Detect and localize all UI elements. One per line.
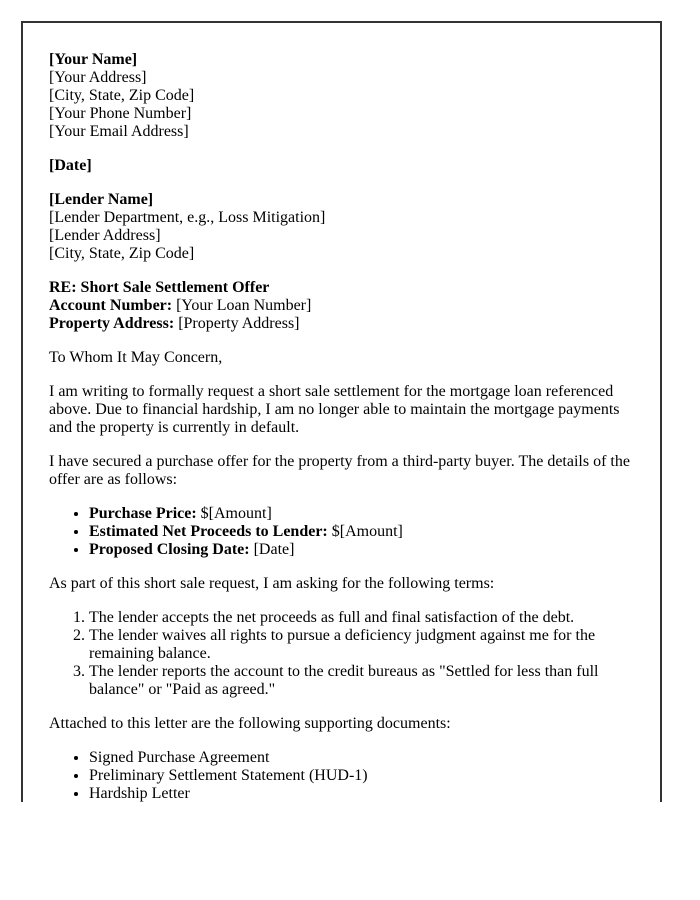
terms-list <box>49 609 634 699</box>
sender-address: [Your Address] <box>49 69 147 86</box>
offer-detail-label: Purchase Price: <box>89 505 197 522</box>
sender-name: [Your Name] <box>49 51 138 68</box>
attachment-item: • Preliminary Settlement Statement (HUD-1) <box>89 767 634 785</box>
paragraph-offer: I have secured a purchase offer for the property from a third-party buyer. The details of the offer are as follows: <box>49 453 630 488</box>
sender-address-block <box>49 51 634 141</box>
date-line <box>49 157 634 175</box>
lender-address-block <box>49 191 634 263</box>
account-number-label: Account Number: <box>49 297 173 314</box>
offer-detail-value: $[Amount] <box>327 523 403 540</box>
attachment-item: • Signed Purchase Agreement <box>89 749 634 767</box>
terms-item: 1. The lender accepts the net proceeds as full and final satisfaction of the debt. <box>89 609 634 627</box>
lender-address: [Lender Address] <box>49 227 161 244</box>
offer-details-list <box>49 505 634 559</box>
attachment-item: • Hardship Letter <box>89 785 634 802</box>
offer-detail-label: Estimated Net Proceeds to Lender: <box>89 523 328 540</box>
paragraph-terms-intro: As part of this short sale request, I am asking for the following terms: <box>49 575 495 592</box>
terms-item: 3. The lender reports the account to the credit bureaus as "Settled for less than full balance" or "Paid as agreed." <box>89 663 634 699</box>
account-number-value: [Your Loan Number] <box>172 297 312 314</box>
paragraph-intro: I am writing to formally request a short sale settlement for the mortgage loan referenced above. Due to financial hardship, I am no longer able to maintain the mortgage payments and the property is currently in default. <box>49 383 620 436</box>
offer-detail-value: $[Amount] <box>196 505 272 522</box>
property-address-value: [Property Address] <box>174 315 300 332</box>
subject-block <box>49 279 634 333</box>
offer-detail-label: Proposed Closing Date: <box>89 541 250 558</box>
salutation: To Whom It May Concern, <box>49 349 223 366</box>
date-value: [Date] <box>49 157 92 174</box>
property-address-label: Property Address: <box>49 315 175 332</box>
sender-city-state-zip: [City, State, Zip Code] <box>49 87 195 104</box>
offer-detail-item <box>89 541 634 559</box>
attachments-list <box>49 749 634 802</box>
subject-re-line: RE: Short Sale Settlement Offer <box>49 279 270 296</box>
lender-name: [Lender Name] <box>49 191 154 208</box>
offer-detail-value: [Date] <box>249 541 295 558</box>
letter-page <box>21 21 662 802</box>
offer-detail-item <box>89 523 634 541</box>
paragraph-attachments-intro: Attached to this letter are the following supporting documents: <box>49 715 451 732</box>
terms-item: 2. The lender waives all rights to pursue a deficiency judgment against me for the remaining balance. <box>89 627 634 663</box>
offer-detail-item <box>89 505 634 523</box>
sender-phone: [Your Phone Number] <box>49 105 192 122</box>
lender-department: [Lender Department, e.g., Loss Mitigation] <box>49 209 326 226</box>
sender-email: [Your Email Address] <box>49 123 189 140</box>
lender-city-state-zip: [City, State, Zip Code] <box>49 245 195 262</box>
